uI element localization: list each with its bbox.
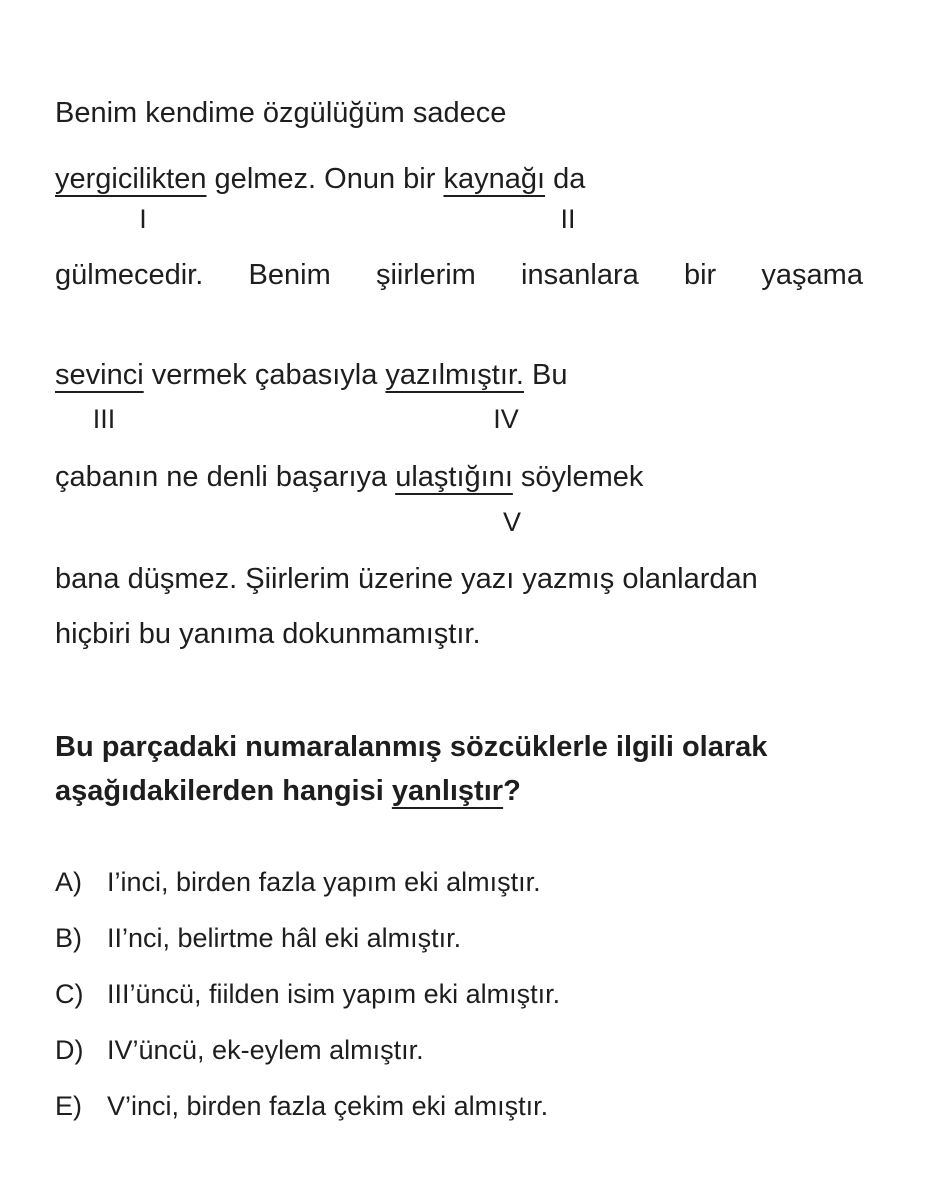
marker-I: I [139, 204, 147, 234]
passage-line-7: hiçbiri bu yanıma dokunmamıştır. [55, 618, 481, 650]
passage-line-6: bana düşmez. Şiirlerim üzerine yazı yazmış olanlardan [55, 563, 758, 595]
passage-text: vermek çabasıyla [143, 359, 386, 391]
option-text: I’inci, birden fazla yapım eki almıştır. [107, 867, 541, 897]
numbered-word-1: yergicilikten [55, 163, 207, 195]
passage-line-2 [55, 162, 585, 196]
question-line-1: Bu parçadaki numaralanmış sözcüklerle ilgili olarak [55, 731, 768, 763]
question-stem [55, 725, 767, 813]
numbered-word-5: ulaştığını [395, 461, 513, 493]
option-e[interactable] [55, 1090, 548, 1122]
word: gülmecedir. [55, 259, 204, 291]
numbered-word-3: sevinci [55, 359, 144, 391]
option-d[interactable] [55, 1034, 424, 1066]
option-letter: D) [55, 1035, 84, 1065]
option-text: II’nci, belirtme hâl eki almıştır. [107, 923, 462, 953]
question-mark: ? [503, 775, 521, 807]
marker-II: II [560, 204, 576, 234]
numbered-word-4: yazılmıştır. [385, 359, 524, 391]
marker-III: III [92, 404, 116, 434]
option-text: III’üncü, fiilden isim yapım eki almıştır. [107, 979, 561, 1009]
passage-text: Bu [524, 359, 568, 391]
option-text: IV’üncü, ek-eylem almıştır. [107, 1035, 424, 1065]
passage-line-1: Benim kendime özgülüğüm sadece [55, 97, 507, 129]
option-b[interactable] [55, 922, 461, 954]
numbered-word-2: kaynağı [443, 163, 546, 195]
word: insanlara [521, 259, 639, 291]
word: şiirlerim [375, 259, 476, 291]
passage-text: söylemek [512, 461, 644, 493]
passage-line-4 [55, 358, 568, 392]
question-text: aşağıdakilerden hangisi [55, 775, 392, 807]
option-letter: E) [55, 1091, 82, 1121]
passage-text: çabanın ne denli başarıya [55, 461, 396, 493]
word: yaşama [761, 259, 863, 291]
passage-text: da [545, 163, 586, 195]
emphasis-word: yanlıştır [391, 775, 504, 807]
marker-V: V [502, 507, 521, 537]
option-letter: C) [55, 979, 84, 1009]
question-line-2 [55, 769, 767, 813]
option-letter: A) [55, 867, 82, 897]
option-a[interactable] [55, 866, 541, 898]
passage-line-5 [55, 460, 643, 494]
word: bir [683, 259, 717, 291]
marker-IV: IV [493, 404, 519, 434]
passage-text: gelmez. Onun bir [206, 163, 444, 195]
option-c[interactable] [55, 978, 560, 1010]
passage-line-3 [55, 258, 863, 292]
option-text: V’inci, birden fazla çekim eki almıştır. [107, 1091, 549, 1121]
word: Benim [248, 259, 331, 291]
option-letter: B) [55, 923, 82, 953]
